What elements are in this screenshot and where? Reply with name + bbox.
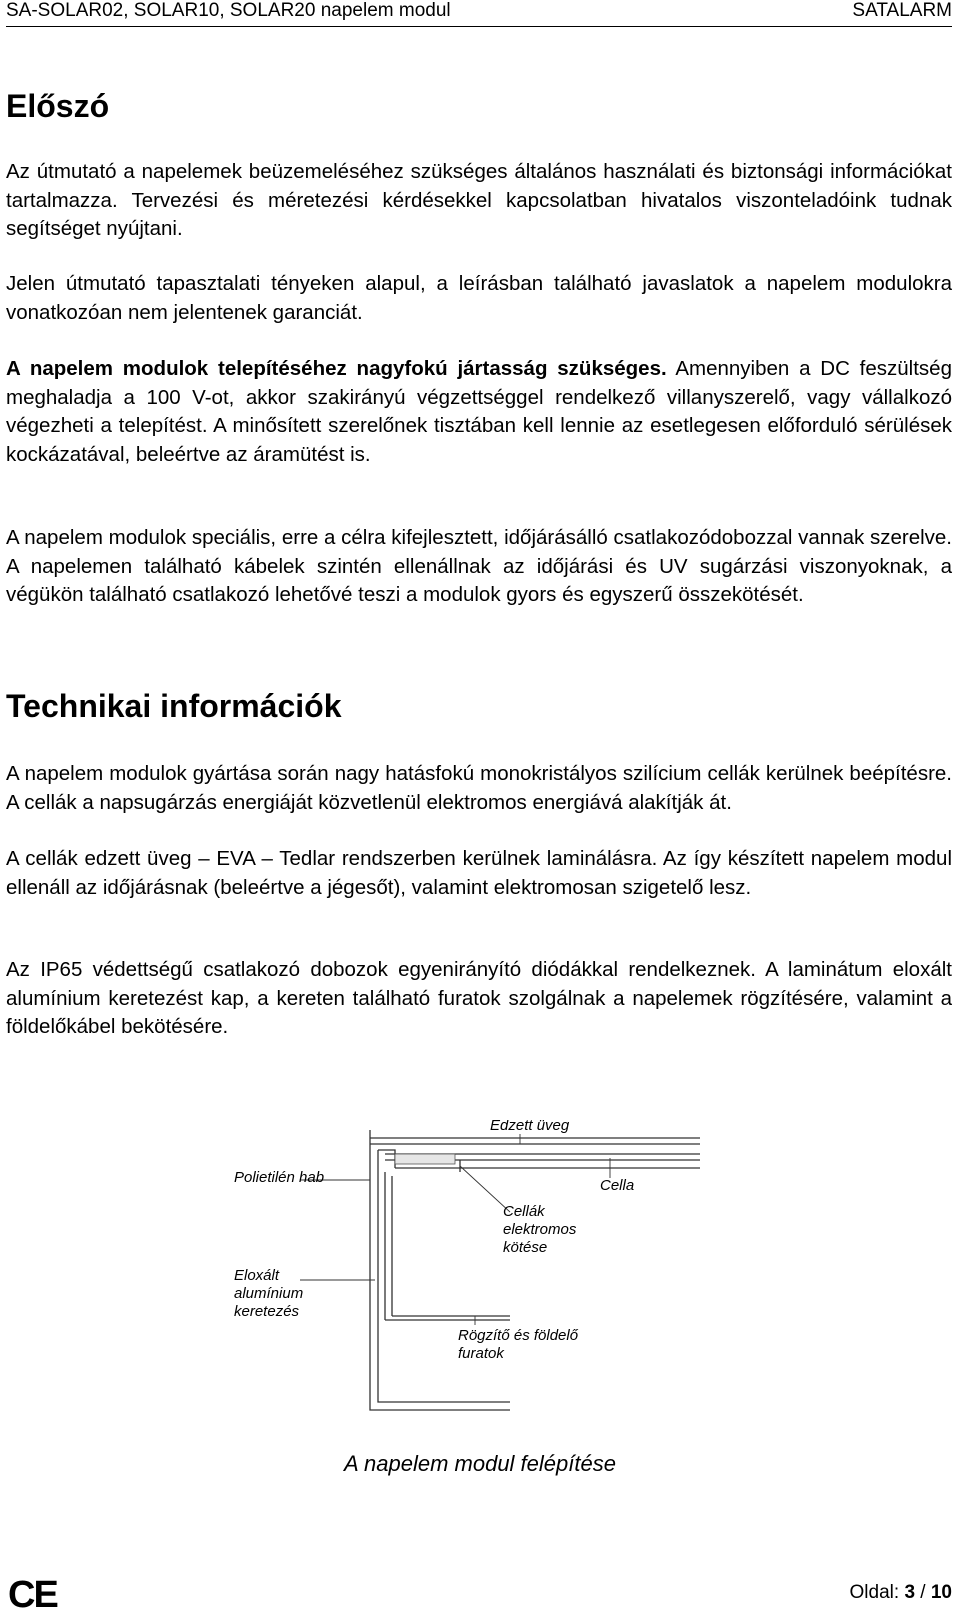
- section-title-technical: Technikai információk: [6, 688, 342, 724]
- label-conn-1: Cellák: [503, 1203, 545, 1220]
- paragraph: A napelem modulok gyártása során nagy hatásfokú monokristályos szilícium cellák kerülnek beépítésre. A cellák a napsugárzás energiáját közvetlenül elektromos energiává alakítják át.: [6, 762, 952, 814]
- module-structure-diagram: [220, 1120, 700, 1425]
- label-frame-2: alumínium: [234, 1285, 304, 1302]
- paragraph: A napelem modulok speciális, erre a célra kifejlesztett, időjárásálló csatlakozódobozzal vannak szerelve. A napelemen található kábelek szintén ellenállnak az időjárási és UV sugárzási viszonyoknak, a végükön található csatlakozó lehetővé teszi a modulok gyors és egyszerű összekötését.: [6, 526, 952, 606]
- frame-profile: [370, 1130, 510, 1410]
- header-title: SA-SOLAR02, SOLAR10, SOLAR20 napelem modul: [6, 0, 451, 21]
- label-foam: Polietilén hab: [234, 1169, 325, 1186]
- page-sep: /: [915, 1582, 931, 1603]
- ce-mark: CE: [8, 1574, 57, 1616]
- paragraph: A cellák edzett üveg – EVA – Tedlar rendszerben kerülnek laminálásra. Az így készített napelem modul ellenáll az időjárásnak (beleértve a jégesőt), valamint elektromosan szigetelő lesz.: [6, 847, 952, 899]
- page-number: [850, 1582, 952, 1604]
- label-frame-3: keretezés: [234, 1303, 300, 1320]
- label-conn-2: elektromos: [503, 1221, 577, 1238]
- label-hole-2: furatok: [458, 1345, 504, 1362]
- page-prefix: Oldal:: [849, 1582, 905, 1603]
- foam-block: [395, 1154, 455, 1164]
- label-cell: Cella: [600, 1177, 635, 1194]
- header-company: SATALARM: [852, 0, 952, 21]
- paragraph: Az IP65 védettségű csatlakozó dobozok egyenirányító diódákkal rendelkeznek. A laminátum eloxált alumínium keretezést kap, a kereten található furatok szolgálnak a napelemek rögzítésére, valamint a földelőkábel bekötésére.: [6, 958, 952, 1038]
- label-frame-1: Eloxált: [234, 1267, 280, 1284]
- page-total: 10: [930, 1582, 952, 1603]
- paragraph: Az útmutató a napelemek beüzemeléséhez szükséges általános használati és biztonsági információkat tartalmazza. Tervezési és méretezési kérdésekkel kapcsolatban hivatalos viszonteladóink tudnak segítséget nyújtani.: [6, 160, 952, 240]
- section-title-foreword: Előszó: [6, 88, 110, 124]
- diagram-svg: [220, 1120, 700, 1425]
- label-conn-3: kötése: [503, 1239, 548, 1256]
- page-header: [6, 0, 952, 27]
- page-current: 3: [904, 1582, 916, 1603]
- label-glass: Edzett üveg: [490, 1120, 570, 1134]
- figure-caption: A napelem modul felépítése: [344, 1451, 616, 1476]
- bold-warning: A napelem modulok telepítéséhez nagyfokú jártasság szükséges.: [6, 357, 667, 380]
- paragraph: Jelen útmutató tapasztalati tényeken alapul, a leírásban található javaslatok a napelem modulokra vonatkozóan nem jelentenek garanciát.: [6, 272, 952, 324]
- paragraph-text: Amennyiben a DC feszültség meghaladja a 100 V-ot, akkor szakirányú végzettséggel rendelkező villanyszerelő, vagy vállalkozó végezheti a telepítést. A minősített szerelőnek tisztában kell lennie az esetlegesen előforduló sérülések kockázatával, beleértve az áramütést is.: [6, 357, 952, 466]
- paragraph: [6, 355, 952, 469]
- label-hole-1: Rögzítő és földelő: [458, 1327, 579, 1344]
